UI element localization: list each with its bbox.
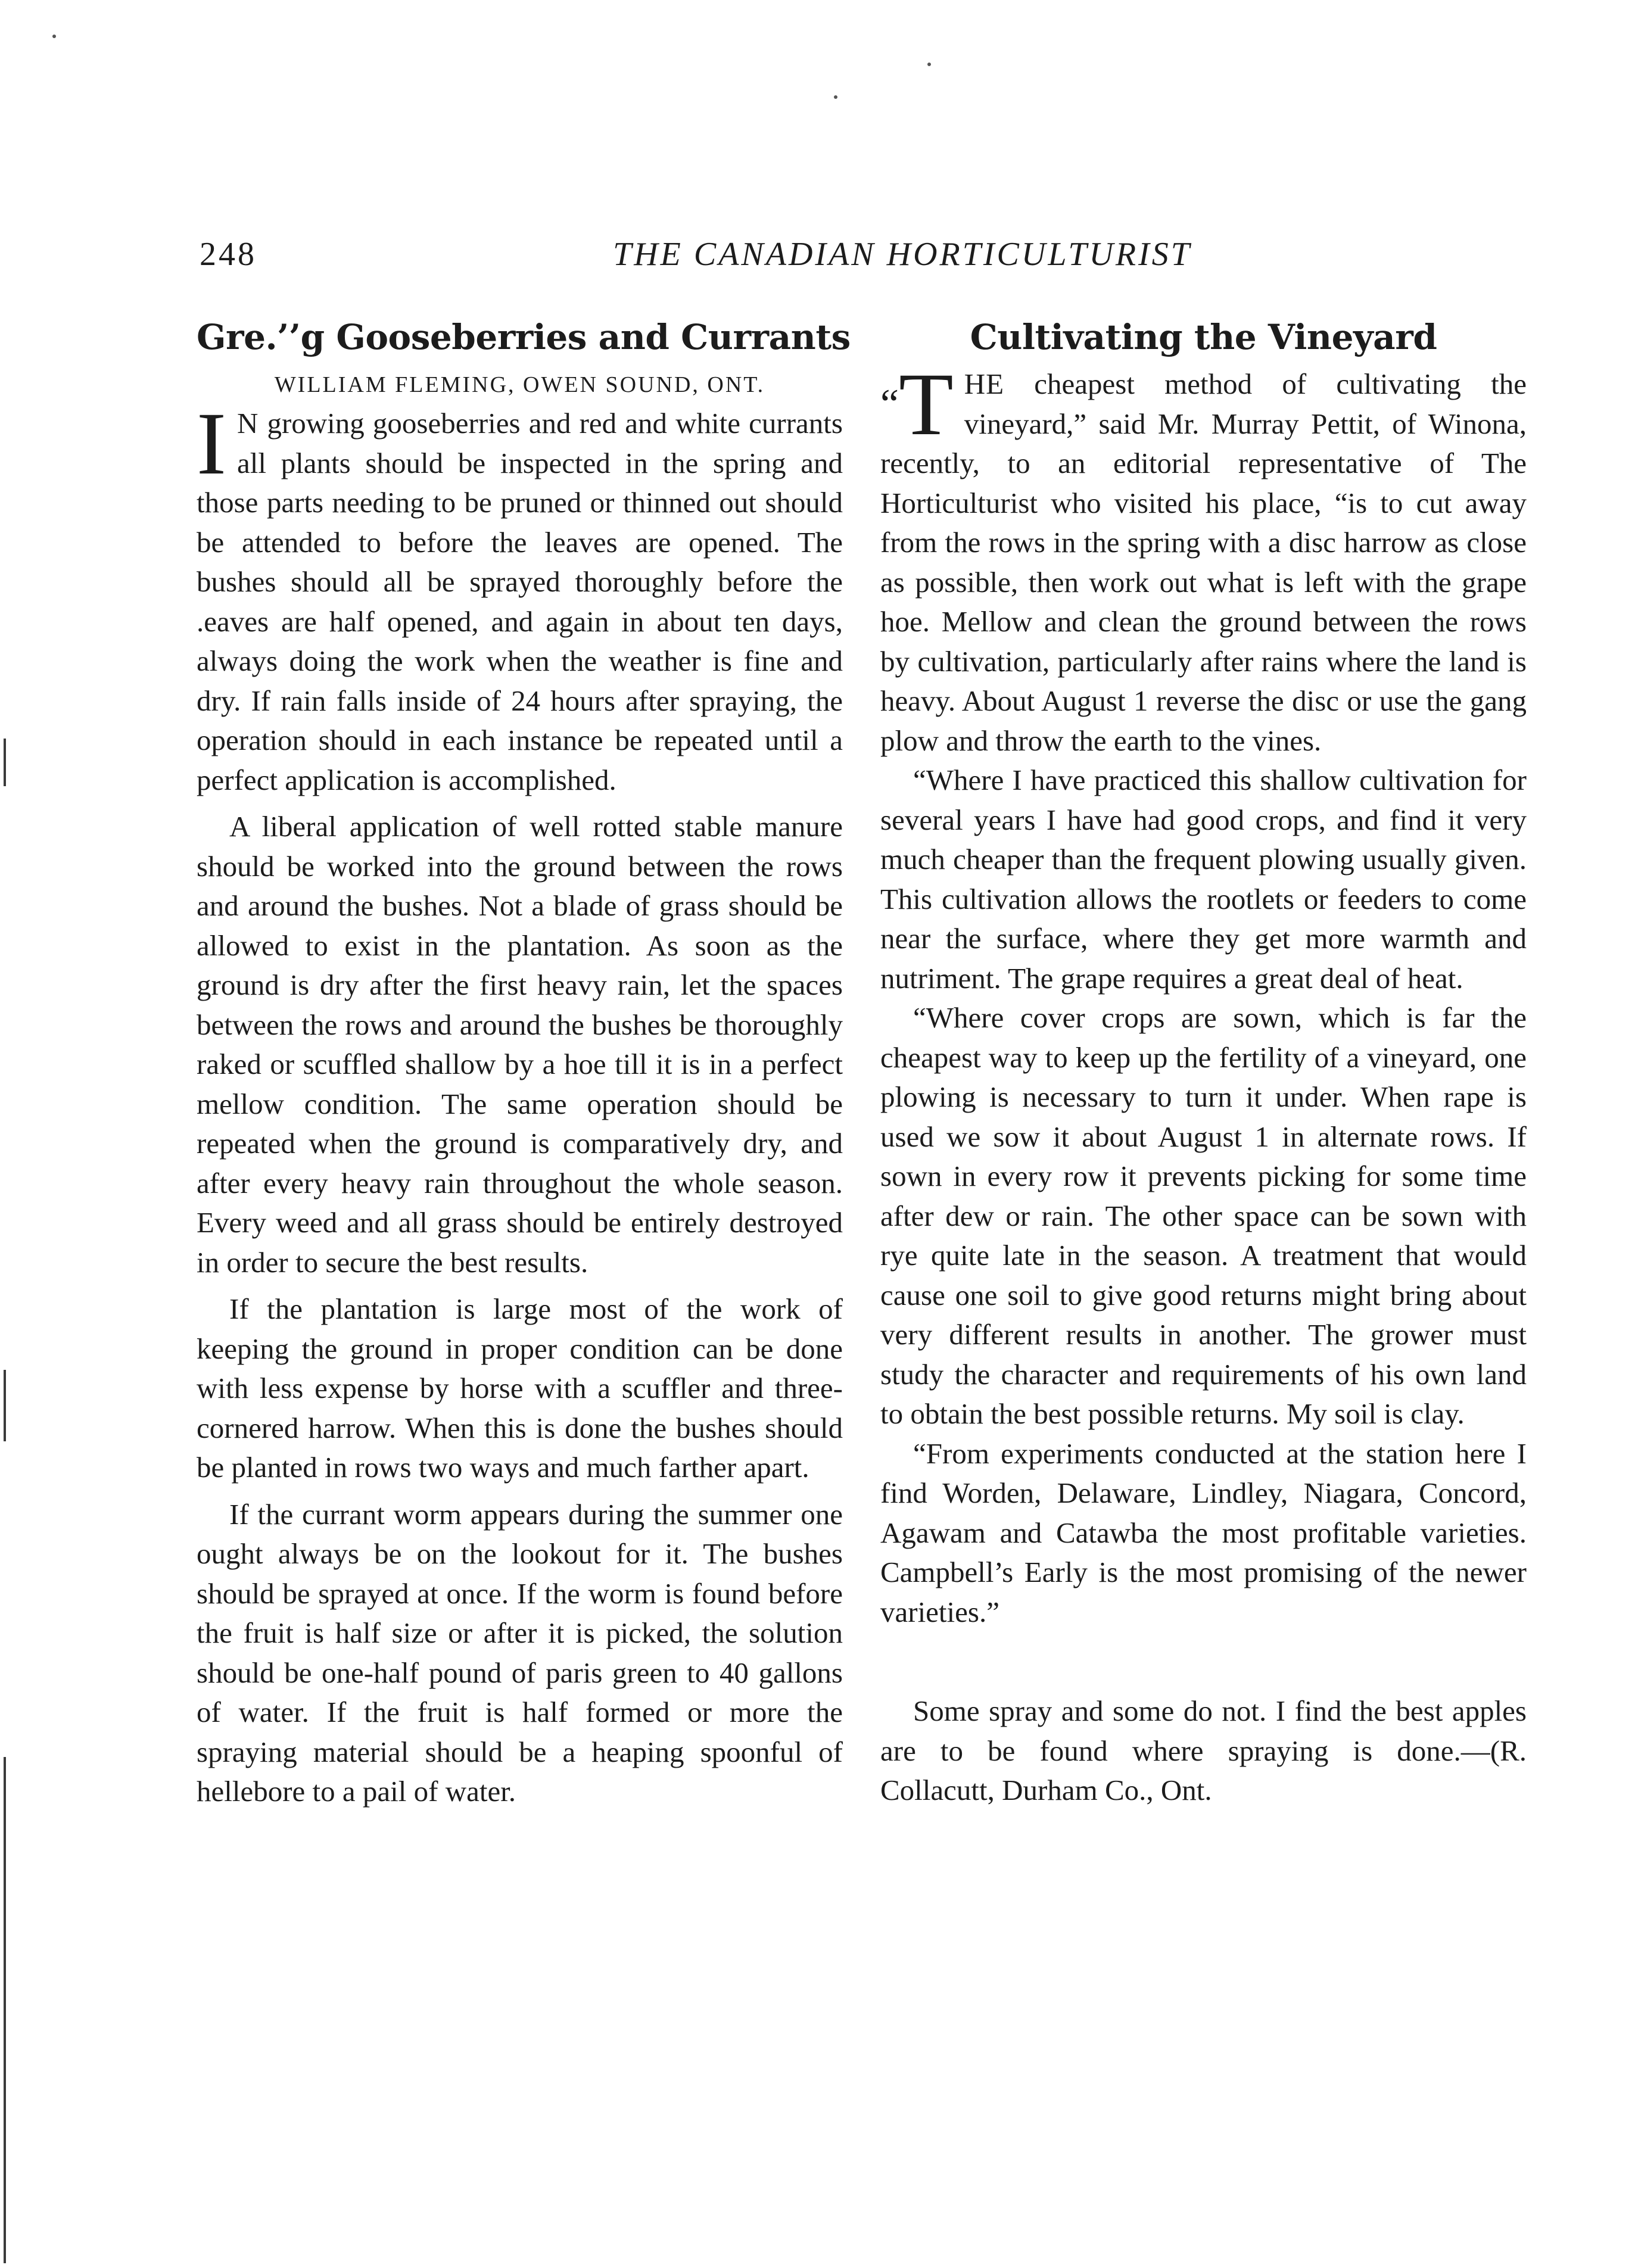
scan-margin-rule <box>4 739 6 786</box>
drop-cap: I <box>197 394 226 493</box>
page-number: 248 <box>200 236 257 273</box>
paragraph-text: cheapest method of cultivating the vineyard,” said Mr. Murray Pettit, of Winona, recently, to an editorial representative of The Horticulturist who visited his place, “is to cut away from the rows in the spring with a disc harrow as close as possible, then work out what is left with the grape hoe. Mellow and clean the ground between the rows by cultivation, particularly after rains where the land is heavy. About August 1 reverse the disc or use the gang plow and throw the earth to the vines. <box>880 367 1527 757</box>
closing-note: Some spray and some do not. I find the best apples are to be found where spraying is done.—(R. Collacutt, Durham Co., Ont. <box>880 1694 1527 1806</box>
paragraph: “Where cover crops are sown, which is far the cheapest way to keep up the fertility of a vineyard, one plowing is necessary to turn it under. When rape is used we sow it about August 1 in alternate rows. If sown in every row it prevents picking for some time after dew or rain. The other space can be sown with rye quite late in the season. A treatment that would cause one soil to give good returns might bring about very different results in another. The grower must study the character and requirements of his own land to obtain the best possible returns. My soil is clay. <box>880 1001 1527 1430</box>
scan-speck <box>52 35 56 38</box>
lead-caps: N <box>236 407 259 440</box>
left-column <box>197 310 851 1812</box>
scan-margin-rule <box>4 1370 6 1441</box>
byline: WILLIAM FLEMING, OWEN SOUND, ONT. <box>274 372 765 397</box>
paragraph: “Where I have practiced this shallow cultivation for several years I have had good crops, and find it very much cheaper than the frequent plowing usually given. This cultivation allows the rootlets or feeders to come near the surface, where they get more warmth and nutriment. The grape requires a great deal of heat. <box>880 764 1527 995</box>
scan-speck <box>927 63 931 66</box>
journal-title: THE CANADIAN HORTICULTURIST <box>613 236 1192 273</box>
paragraph: If the currant worm appears during the summer one ought always be on the lookout for it. The bushes should be sprayed at once. If the worm is found before the fruit is half size or after it is picked, the solution should be one-half pound of paris green to 40 gallons of water. If the fruit is half formed or more the spraying material should be a heaping spoonful of hellebore to a pail of water. <box>197 1497 843 1808</box>
scan-margin-rule <box>4 1757 6 2263</box>
paragraph <box>880 355 1527 761</box>
paragraph-text: growing gooseberries and red and white currants all plants should be inspected in the spring and those parts needing to be pruned or thinned out should be attended to before the leaves are opened. The bushes should all be sprayed thoroughly before the .eaves are half opened, and again in about ten days, always doing the work when the weather is fine and dry. If rain falls inside of 24 hours after spraying, the operation should in each instance be repeated until a perfect application is accomplished. <box>197 407 843 796</box>
drop-cap-letter: T <box>899 355 954 454</box>
drop-cap <box>880 355 954 454</box>
open-quote: “ <box>880 381 899 427</box>
paragraph: A liberal application of well rotted stable manure should be worked into the ground between the rows and around the bushes. Not a blade of grass should be allowed to exist in the plantation. As soon as the ground is dry after the first heavy rain, let the spaces between the rows and around the bushes be thoroughly raked or scuffled shallow by a hoe till it is in a perfect mellow condition. The same operation should be repeated when the ground is comparatively dry, and after every heavy rain throughout the whole season. Every weed and all grass should be entirely destroyed in order to secure the best results. <box>197 810 843 1279</box>
running-head <box>200 235 1534 283</box>
lead-caps: HE <box>964 367 1005 400</box>
right-column <box>880 310 1527 1811</box>
scan-speck <box>834 95 837 99</box>
paragraph <box>197 394 843 800</box>
article-title-vineyard: Cultivating the Vineyard <box>970 317 1437 357</box>
article-title-gooseberries: Gre.’’g Gooseberries and Currants <box>197 317 851 357</box>
paragraph: If the plantation is large most of the work of keeping the ground in proper condition can be done with less expense by horse with a scuffler and three-cornered harrow. When this is done the bushes should be planted in rows two ways and much farther apart. <box>197 1292 843 1484</box>
paragraph: “From experiments conducted at the station here I find Worden, Delaware, Lindley, Niagara, Concord, Agawam and Catawba the most profitable varieties. Campbell’s Early is the most promising of the newer varieties.” <box>880 1437 1527 1628</box>
